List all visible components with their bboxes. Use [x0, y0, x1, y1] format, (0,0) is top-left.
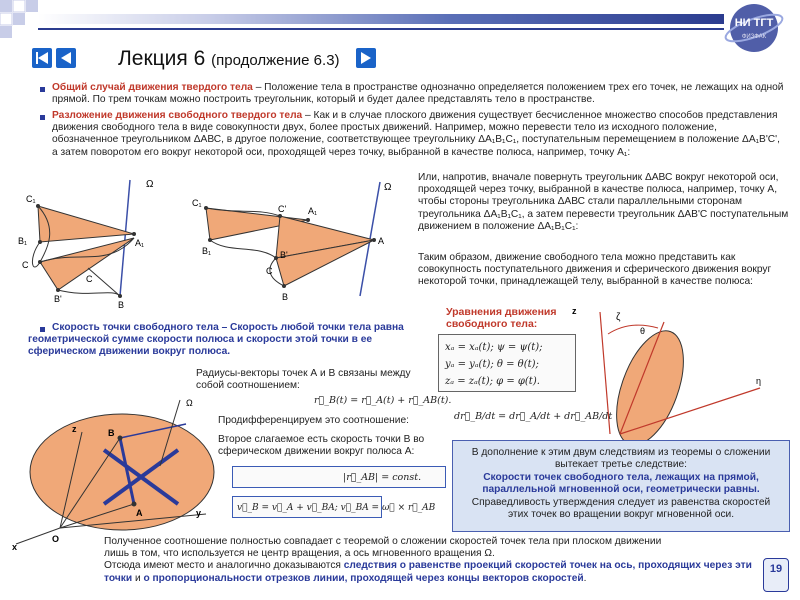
arrow-right-icon [356, 48, 376, 68]
skip-back-icon [32, 48, 52, 68]
triangle-a1b1c1 [38, 206, 134, 242]
angle-theta-arc [608, 325, 658, 334]
equation-line-1: xₐ = xₐ(t); ψ = ψ(t); [445, 342, 543, 353]
label-a: A [136, 508, 143, 518]
differentiate-text: Продифференцируем это соотношение: [218, 415, 409, 426]
label-c: C [22, 260, 29, 270]
point-b1 [38, 240, 42, 244]
third-consequence-intro: В дополнение к этим двум следствиям из теоремы о сложении вытекает третье следствие: [471, 447, 771, 471]
label-b1: B₁ [202, 246, 212, 256]
equation-line-3: zₐ = zₐ(t); φ = φ(t). [445, 376, 540, 387]
label-c1: C₁ [192, 198, 202, 208]
rotation-first-text: Или, напротив, вначале повернуть треугольник ΔАВС вокруг некоторой оси, проходящей через точку, выбранной в качестве полюса, например, точку А, чтобы стороны треугольника ΔАВС стали параллельными сторонам треугольника ΔА₁В₁С₁, а затем перевести треугольник ΔАВ'С поступательным движением в положение ΔА₁В₁С₁: [418, 172, 789, 232]
university-logo [714, 2, 794, 54]
point-a [372, 238, 376, 242]
point-a1 [306, 218, 310, 222]
label-c1: C₁ [26, 194, 36, 204]
point-c1 [36, 204, 40, 208]
label-x: x [12, 542, 18, 552]
label-b1: B₁ [18, 236, 28, 246]
header-underline [38, 28, 724, 30]
bottom-conclusion [104, 536, 754, 585]
section-decomposition-heading: Разложение движения свободного твердого тела [52, 110, 303, 121]
svg-text:НИ ТГТ: НИ ТГТ [734, 17, 774, 29]
differentiation-formula [454, 402, 613, 434]
bottom-line-3-part-a: Отсюда имеют место и аналогично доказываются [104, 560, 344, 572]
bottom-line-3-proportional: о пропорциональности отрезков линии, проходящей через концы векторов скоростей [143, 572, 584, 584]
label-c: C [266, 266, 273, 276]
point-b-prime [274, 256, 278, 260]
second-term-text: Второе слагаемое есть скорость точки В во сферическом движении вокруг полюса А: [218, 434, 425, 458]
point-c [38, 260, 42, 264]
equations-label: Уравнения движения свободного тела: [446, 306, 557, 330]
label-b: B [108, 428, 115, 438]
third-consequence-box [452, 440, 790, 532]
section-velocity-heading: Скорость точки свободного тела [52, 322, 219, 333]
bottom-line-3-part-e: . [583, 572, 587, 584]
third-consequence-statement: Скорости точек свободного тела, лежащих на прямой, параллельной мгновенной оси, геометрически равны. [482, 471, 760, 496]
previous-slide-button[interactable] [56, 48, 76, 68]
label-omega: Ω [186, 398, 193, 408]
triangle-edge [88, 268, 120, 296]
section-velocity [28, 322, 420, 359]
point-a1 [132, 232, 136, 236]
summary-text: Таким образом, движение свободного тела можно представить как совокупность поступательного движения и сферического движения вокруг некоторой точки, принадлежащей телу, выбранной в качестве полюса: [418, 252, 772, 288]
section-velocity-text: – Скорость любой точки тела равна геометрической сумме скорости полюса и скорости этой точки в ее сферическом движении вокруг полюса. [28, 322, 404, 358]
body-ellipse [603, 322, 697, 454]
label-o: O [52, 534, 60, 544]
label-a: A [378, 236, 385, 246]
radius-relation-formula [312, 392, 452, 410]
label-c-prime: C' [278, 204, 287, 214]
bottom-line-3-projection: следствия о равенстве проекций скоростей точек на ось, проходящих через эти точки [104, 560, 752, 584]
label-b-prime: B' [280, 250, 288, 260]
title-subtitle: (продолжение 6.3) [211, 52, 340, 69]
body-ellipse [30, 414, 214, 530]
header-gradient-bar [38, 14, 724, 24]
title-main: Лекция 6 [118, 47, 206, 70]
angular-velocity-formula-text: |r⃗_AB| = const. [343, 472, 422, 483]
page-title [118, 47, 340, 71]
section-decomposition [52, 110, 784, 159]
trajectory-curve [58, 290, 120, 296]
label-a1: A₁ [135, 238, 145, 248]
velocity-sum-formula-box [232, 496, 436, 518]
label-omega: Ω [384, 182, 392, 193]
third-consequence-proof: Справедливость утверждения следует из равенства скоростей этих точек во вращении вокруг мгновенной оси. [471, 496, 771, 521]
figure-translation-rotation [18, 178, 168, 308]
equations-list [445, 339, 543, 390]
label-z: z [72, 424, 77, 434]
label-a1: A₁ [308, 206, 318, 216]
label-omega: Ω [146, 179, 154, 190]
point-b [118, 294, 122, 298]
bullet-marker [40, 87, 45, 92]
label-b: B [118, 300, 125, 310]
bottom-line-3-part-c: и [132, 572, 144, 584]
equation-line-2: yₐ = yₐ(t); θ = θ(t); [445, 359, 539, 370]
bottom-line-3 [104, 560, 754, 584]
point-b-prime [56, 288, 60, 292]
point-b [118, 436, 123, 441]
svg-text:ФИЗФАК: ФИЗФАК [741, 34, 767, 40]
label-zeta: ζ [616, 312, 621, 323]
label-b-prime: B' [54, 294, 62, 304]
bottom-line-1: Полученное соотношение полностью совпадает с теоремой о сложении скоростей точек тела при плоском движении [104, 536, 662, 547]
velocity-sum-formula-text: v⃗_B = v⃗_A + v⃗_BA; v⃗_BA = ω⃗ × r⃗_AB [237, 503, 436, 513]
point-c-prime [278, 214, 282, 218]
angular-velocity-formula-box [232, 466, 446, 488]
differentiation-formula-text: dr⃗_B/dt = dr⃗_A/dt + dr⃗_AB/dt [454, 411, 613, 422]
point-c1 [204, 206, 208, 210]
bottom-line-2: лишь в том, что используется не центр вращения, а ось мгновенного вращения Ω. [104, 548, 495, 560]
section-general-motion-heading: Общий случай движения твердого тела [52, 82, 253, 93]
section-general-motion [52, 82, 784, 106]
label-theta: θ [640, 326, 646, 336]
rotation-axis-line [120, 180, 130, 296]
point-b1 [208, 238, 212, 242]
bullet-marker [40, 115, 45, 120]
label-y: y [196, 508, 202, 518]
radius-vectors-text: Радиусы-векторы точек А и В связаны между собой соотношением: [196, 368, 411, 392]
page-number: 19 [763, 558, 789, 592]
label-c-prime: C [86, 274, 93, 284]
trajectory-curve [210, 240, 276, 258]
label-eta: η [756, 376, 762, 386]
equations-of-motion-box [438, 334, 576, 392]
arrow-left-icon [56, 48, 76, 68]
next-slide-button[interactable] [356, 48, 376, 68]
figure-velocity-vectors [10, 396, 222, 552]
label-b: B [282, 292, 289, 302]
point-b [282, 284, 286, 288]
section-decomposition-text: – Как и в случае плоского движения существует бесчисленное множество способов представления движения свободного тела в виде совокупности двух, более простых движений. Например, можно перевести тело из исходного положение, обозначенное треугольником ΔАВС, в другое положение, соответствующее треугольнику ΔА₁В₁С₁, поступательным перемещением в положение ΔА₁В'С', а затем поворотом его вокруг некоторой оси, проходящей через точку, выбранной в качестве полюса, например, точку А₁: [52, 110, 780, 158]
figure-rotation-translation [188, 178, 410, 308]
label-z: z [572, 306, 577, 316]
first-slide-button[interactable] [32, 48, 52, 68]
radius-relation-text: r⃗_B(t) = r⃗_A(t) + r⃗_AB(t). [314, 395, 452, 406]
section-general-motion-text: – Положение тела в пространстве однозначно определяется положением трех его точек, не лежащих на одной прямой. По трем точкам можно построить треугольник, который и будет далее представлять тело в пространстве. [52, 82, 784, 106]
point-a [132, 502, 137, 507]
